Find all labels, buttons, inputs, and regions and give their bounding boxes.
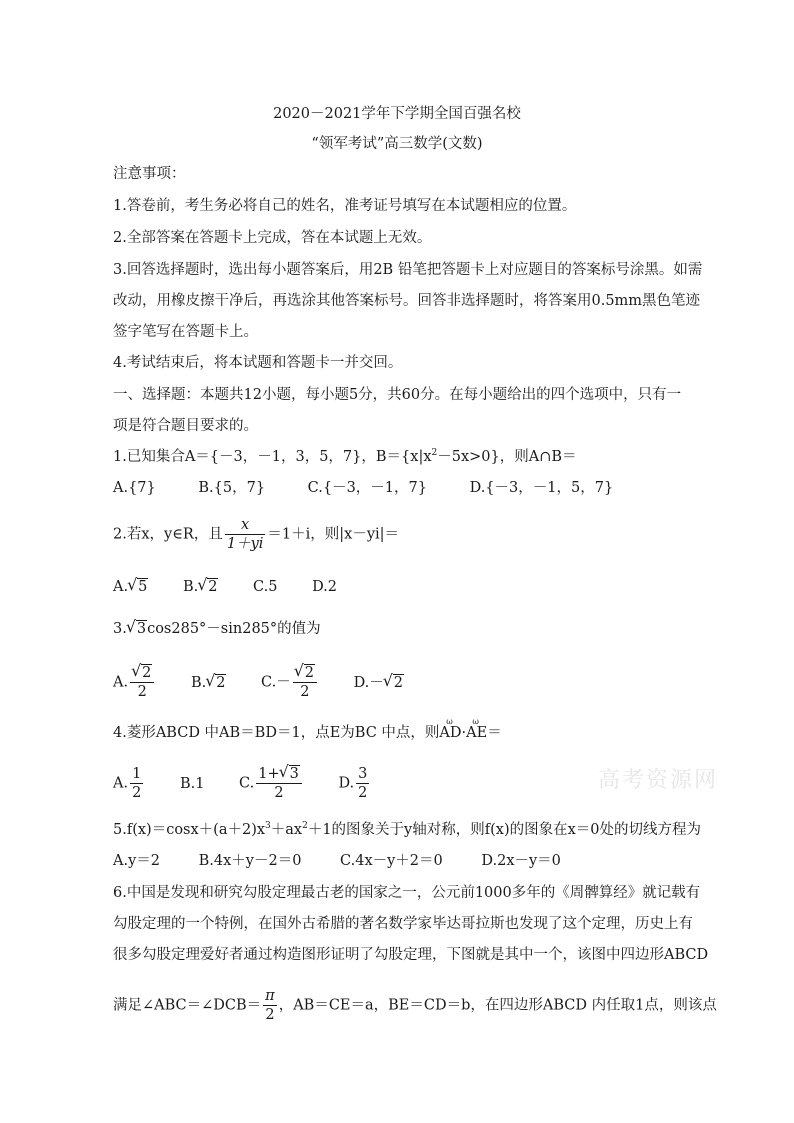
notice-item-4: 4.考试结束后，将本试题和答题卡一并交回。 (113, 355, 403, 371)
q4-option-c (239, 765, 304, 802)
vector-ae: ω AE (466, 723, 487, 743)
question-5-stem (113, 820, 701, 840)
section-heading-cont: 项是符合题目要求的。 (113, 418, 258, 434)
q1-option-d: D.{－3，－1，5，7} (469, 480, 614, 496)
q4-option-d-fraction (356, 765, 369, 802)
q2-option-b-radicand: 2 (208, 579, 218, 595)
q2-suffix: ＝1＋i，则|x－yi|＝ (267, 526, 400, 543)
q3-option-c-radicand: 2 (304, 665, 314, 681)
vector-ad: ω AD (439, 723, 461, 743)
section-heading: 一、选择题：本题共12小题，每小题5分，共60分。在每小题给出的四个选项中，只有一 (113, 387, 682, 403)
q2-numerator: x (225, 516, 266, 535)
q4-option-a-denominator: 2 (132, 785, 142, 801)
q5-part-c: ＋1的图象关于y轴对称，则f(x)的图象在x＝0处的切线方程为 (307, 822, 702, 838)
q4-option-c-fraction (256, 765, 302, 802)
q1-option-b: B.{5，7} (198, 480, 266, 496)
q4-prefix: 4.菱形ABCD 中AB＝BD＝1，点E为BC 中点，则 (113, 725, 440, 741)
notice-item-3-cont2: 签字笔写在答题卡上。 (113, 324, 258, 340)
q2-option-a (113, 577, 148, 597)
sqrt-symbol (132, 664, 152, 682)
q2-option-d: D.2 (312, 579, 338, 595)
q4-option-a-numerator: 1 (132, 766, 142, 782)
sqrt-symbol (280, 765, 300, 783)
q3-option-a-fraction (130, 664, 154, 701)
q3-option-c-denominator: 2 (300, 684, 310, 700)
q3-suffix: cos285°－sin285°的值为 (147, 621, 321, 637)
q2-option-a-label: A. (113, 579, 129, 595)
q3-option-d (354, 673, 404, 693)
q2-option-a-radicand: 5 (138, 579, 148, 595)
q1-exponent: 2 (431, 448, 438, 459)
q5-option-b: B.4x＋y－2＝0 (198, 853, 302, 869)
q3-option-a-label: A. (113, 674, 129, 691)
question-1-options (113, 478, 643, 498)
question-4-options (113, 765, 401, 802)
q5-part-b: ＋ax (270, 822, 303, 838)
q1-option-a: A.{7} (113, 480, 156, 496)
question-4-stem (113, 723, 502, 743)
q4-option-c-label: C. (239, 775, 255, 792)
dot-operator: · (461, 725, 467, 741)
sqrt-symbol (206, 673, 226, 693)
q3-option-c-fraction (293, 664, 317, 701)
question-5-options (113, 851, 591, 871)
q4-suffix: ＝ (487, 725, 502, 741)
sqrt-symbol (295, 664, 315, 682)
question-2-stem (113, 516, 399, 553)
q2-prefix: 2.若x，y∈R，且 (113, 526, 223, 543)
q3-option-b (191, 673, 227, 693)
q3-prefix: 3. (113, 621, 127, 637)
q4-option-a-label: A. (113, 775, 129, 792)
q4-option-d-label: D. (338, 775, 355, 792)
q3-option-d-radicand: 2 (393, 674, 404, 691)
q2-denominator: 1＋yi (226, 536, 264, 552)
question-2-options (113, 577, 367, 597)
q6-numerator: π (265, 988, 275, 1004)
exam-subtitle: “领军考试”高三数学(文数) (311, 136, 483, 152)
q4-option-c-num-prefix: 1+ (258, 766, 280, 782)
sqrt-symbol (198, 577, 218, 597)
q5-option-c: C.4x－y＋2＝0 (340, 853, 443, 869)
question-3-stem (113, 619, 321, 639)
question-1-stem (113, 447, 577, 467)
question-6-line-3: 很多勾股定理爱好者通过构造图形证明了勾股定理，下图就是其中一个，该图中四边形ABCD (113, 947, 709, 963)
q4-option-b: B.1 (179, 775, 205, 792)
q5-exponent-1: 3 (265, 821, 271, 832)
question-6-line-2: 勾股定理的一个特例，在国外古希腊的著名数学家毕达哥拉斯也发现了这个定理，历史上有 (113, 916, 693, 932)
q1-stem-part1: 1.已知集合A＝{－3，－1，3，5，7}，B＝{x|x (113, 449, 432, 465)
sqrt-symbol (384, 673, 404, 693)
q2-fraction (225, 516, 266, 553)
q5-option-d: D.2x－y＝0 (481, 853, 561, 869)
q3-option-b-radicand: 2 (216, 674, 226, 691)
watermark: 高考资源网 (598, 768, 719, 793)
q5-option-a: A.y＝2 (113, 853, 160, 869)
q4-option-c-denominator: 2 (274, 785, 284, 801)
q3-radicand: 3 (136, 621, 147, 637)
q6-denominator: 2 (265, 1007, 275, 1023)
q4-option-c-radicand: 3 (289, 766, 299, 782)
q3-option-c (261, 664, 319, 701)
q2-option-b-label: B. (182, 579, 199, 595)
notice-item-1: 1.答卷前，考生务必将自己的姓名，准考证号填写在本试题相应的位置。 (113, 198, 577, 214)
q4-option-d-numerator: 3 (358, 766, 368, 782)
notice-item-3: 3.回答选择题时，选出每小题答案后，用2B 铅笔把答题卡上对应题目的答案标号涂黑。如需 (113, 262, 703, 278)
q3-option-b-label: B. (190, 674, 207, 691)
q4-option-a-fraction (130, 765, 143, 802)
notice-item-2: 2.全部答案在答题卡上完成，答在本试题上无效。 (113, 230, 432, 246)
q4-option-d (338, 765, 371, 802)
question-6-line-1: 6.中国是发现和研究勾股定理最古老的国家之一，公元前1000多年的《周髀算经》就记载有 (113, 885, 701, 901)
q6-line4-prefix: 满足∠ABC＝∠DCB＝ (113, 997, 262, 1014)
q3-option-a-denominator: 2 (137, 684, 147, 700)
notice-heading: 注意事项： (113, 166, 186, 182)
question-6-line-4 (113, 987, 717, 1024)
q5-part-a: 5.f(x)＝cosx＋(a＋2)x (113, 822, 266, 838)
q4-option-d-denominator: 2 (358, 785, 368, 801)
q6-line4-suffix: ，AB＝CE＝a，BE＝CD＝b，在四边形ABCD 内任取1点，则该点 (278, 997, 717, 1014)
exam-title: 2020－2021学年下学期全国百强名校 (273, 106, 521, 122)
q3-option-a-radicand: 2 (142, 665, 152, 681)
sqrt-symbol (128, 577, 148, 597)
question-3-options (113, 664, 434, 701)
q3-option-a (113, 664, 156, 701)
q6-pi-over-2 (263, 987, 277, 1024)
q1-option-c: C.{－3，－1，7} (307, 480, 427, 496)
q3-option-c-label: C.－ (261, 674, 291, 691)
q2-option-b (183, 577, 219, 597)
q2-option-c: C.5 (253, 579, 278, 595)
q4-option-a (113, 765, 145, 802)
sqrt-symbol (127, 619, 147, 639)
notice-item-3-cont: 改动，用橡皮擦干净后，再选涂其他答案标号。回答非选择题时，将答案用0.5mm黑色笔迹 (113, 293, 701, 309)
q5-exponent-2: 2 (302, 821, 308, 832)
q3-option-d-label: D.－ (353, 674, 384, 691)
q1-stem-part2: －5x>0}，则A∩B＝ (437, 449, 577, 465)
